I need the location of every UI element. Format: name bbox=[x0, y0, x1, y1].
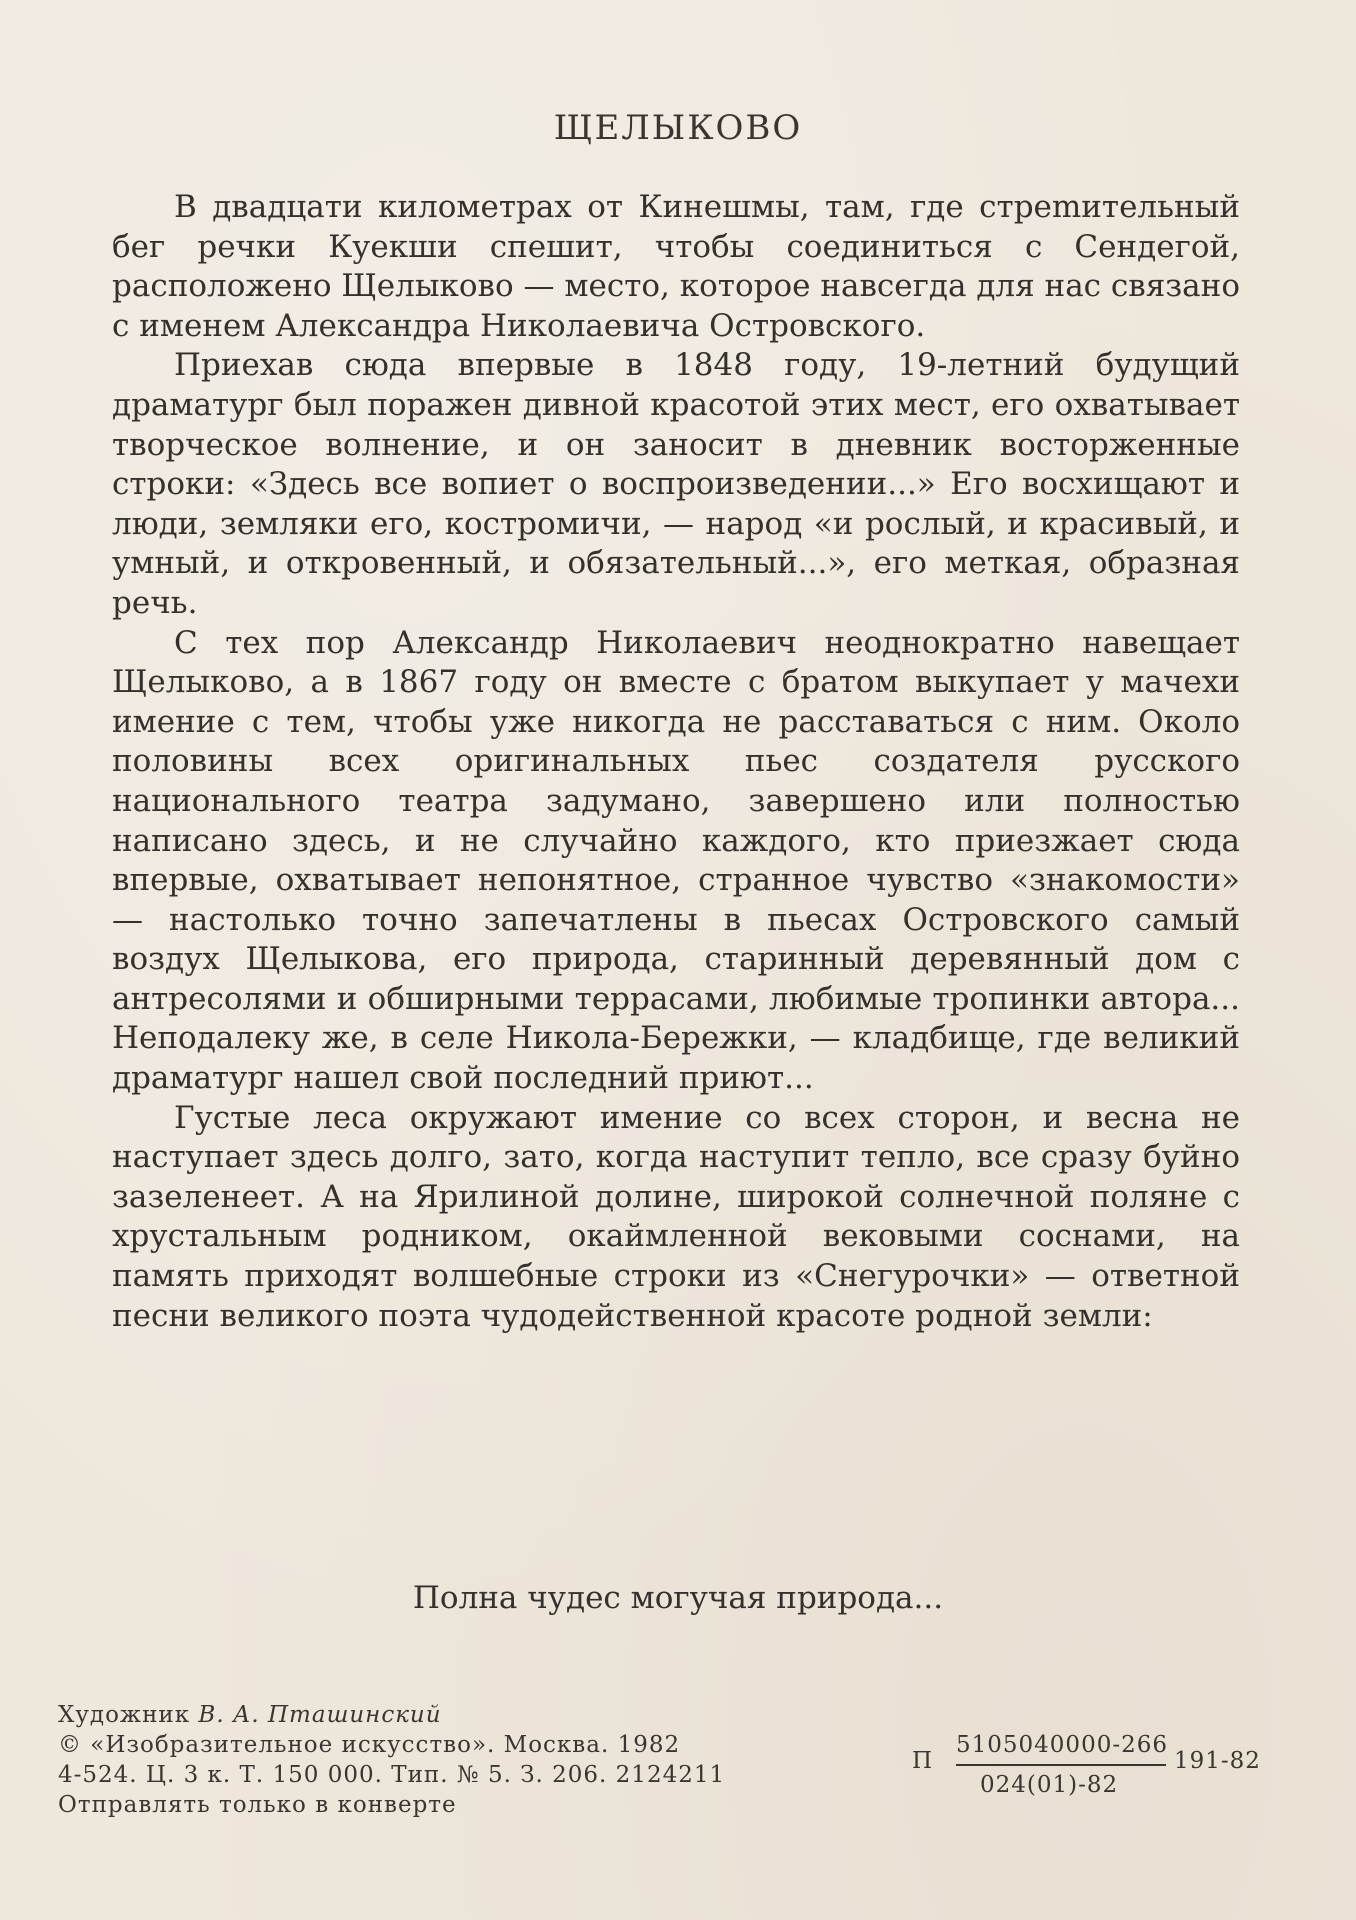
paragraph-3: С тех пор Александр Николаевич неоднократно навещает Щелыково, а в 1867 году он вместе с братом выкупает у мачехи имение с тем, чтобы уже никогда не расставаться с ним. Около половины всех оригинальных пьес создателя русского национального театра задумано, завершено или полностью написано здесь, и не случайно каждого, кто приезжает сюда впервые, охватывает непонятное, странное чувство «знакомости» — настолько точно запечатлены в пьесах Островского самый воздух Щелыкова, его природа, старинный деревянный дом с антресолями и обширными террасами, любимые тропинки автора... Неподалеку же, в селе Никола-Бережки, — кладбище, где великий драматург нашел свой последний приют... bbox=[112, 624, 1240, 1097]
mail-instruction-line: Отправлять только в конверте bbox=[58, 1792, 457, 1818]
code-numerator: 5105040000-266 bbox=[956, 1732, 1169, 1758]
paragraph-4: Густые леса окружают имение со всех сторон, и весна не наступает здесь долго, зато, когда наступит тепло, все сразу буйно зазеленеет. А на Ярилиной долине, широкой солнечной поляне с хрустальным родником, окаймленной вековыми соснами, на память приходят волшебные строки из «Снегурочки» — ответной песни великого поэта чудодейственной красоте родной земли: bbox=[112, 1099, 1240, 1334]
artist-name: В. А. Пташинский bbox=[198, 1702, 442, 1728]
page-title: ЩЕЛЫКОВО bbox=[553, 108, 803, 148]
paragraph-1: В двадцати километрах от Кинешмы, там, где стреmительный бег речки Куекши спешит, чтобы соединиться с Сендегой, расположено Щелыково — место, которое навсегда для нас связано с именем Александра Николаевича Островского. bbox=[112, 189, 1240, 344]
article-body bbox=[112, 188, 1240, 1336]
artist-label: Художник bbox=[58, 1702, 191, 1728]
code-prefix: П bbox=[912, 1748, 934, 1774]
print-details-line: 4-524. Ц. 3 к. Т. 150 000. Тип. № 5. З. 206. 2124211 bbox=[58, 1762, 726, 1788]
code-suffix: 191-82 bbox=[1174, 1748, 1261, 1774]
artist-credit bbox=[58, 1700, 1308, 1730]
poem-quote: Полна чудес могучая природа... bbox=[412, 1580, 944, 1616]
code-denominator: 024(01)-82 bbox=[980, 1772, 1119, 1798]
catalog-code bbox=[912, 1728, 1312, 1798]
paragraph-2: Приехав сюда впервые в 1848 году, 19-летний будущий драматург был поражен дивной красотой этих мест, его охватывает творческое волнение, и он заносит в дневник восторженные строки: «Здесь все вопиет о воспроизведении...» Его восхищают и люди, земляки его, костромичи, — народ «и рослый, и красивый, и умный, и откровенный, и обязательный...», его меткая, образная речь. bbox=[112, 347, 1240, 621]
publisher-line: © «Изобразительное искусство». Москва. 1982 bbox=[58, 1732, 681, 1758]
fraction-rule bbox=[956, 1764, 1166, 1766]
